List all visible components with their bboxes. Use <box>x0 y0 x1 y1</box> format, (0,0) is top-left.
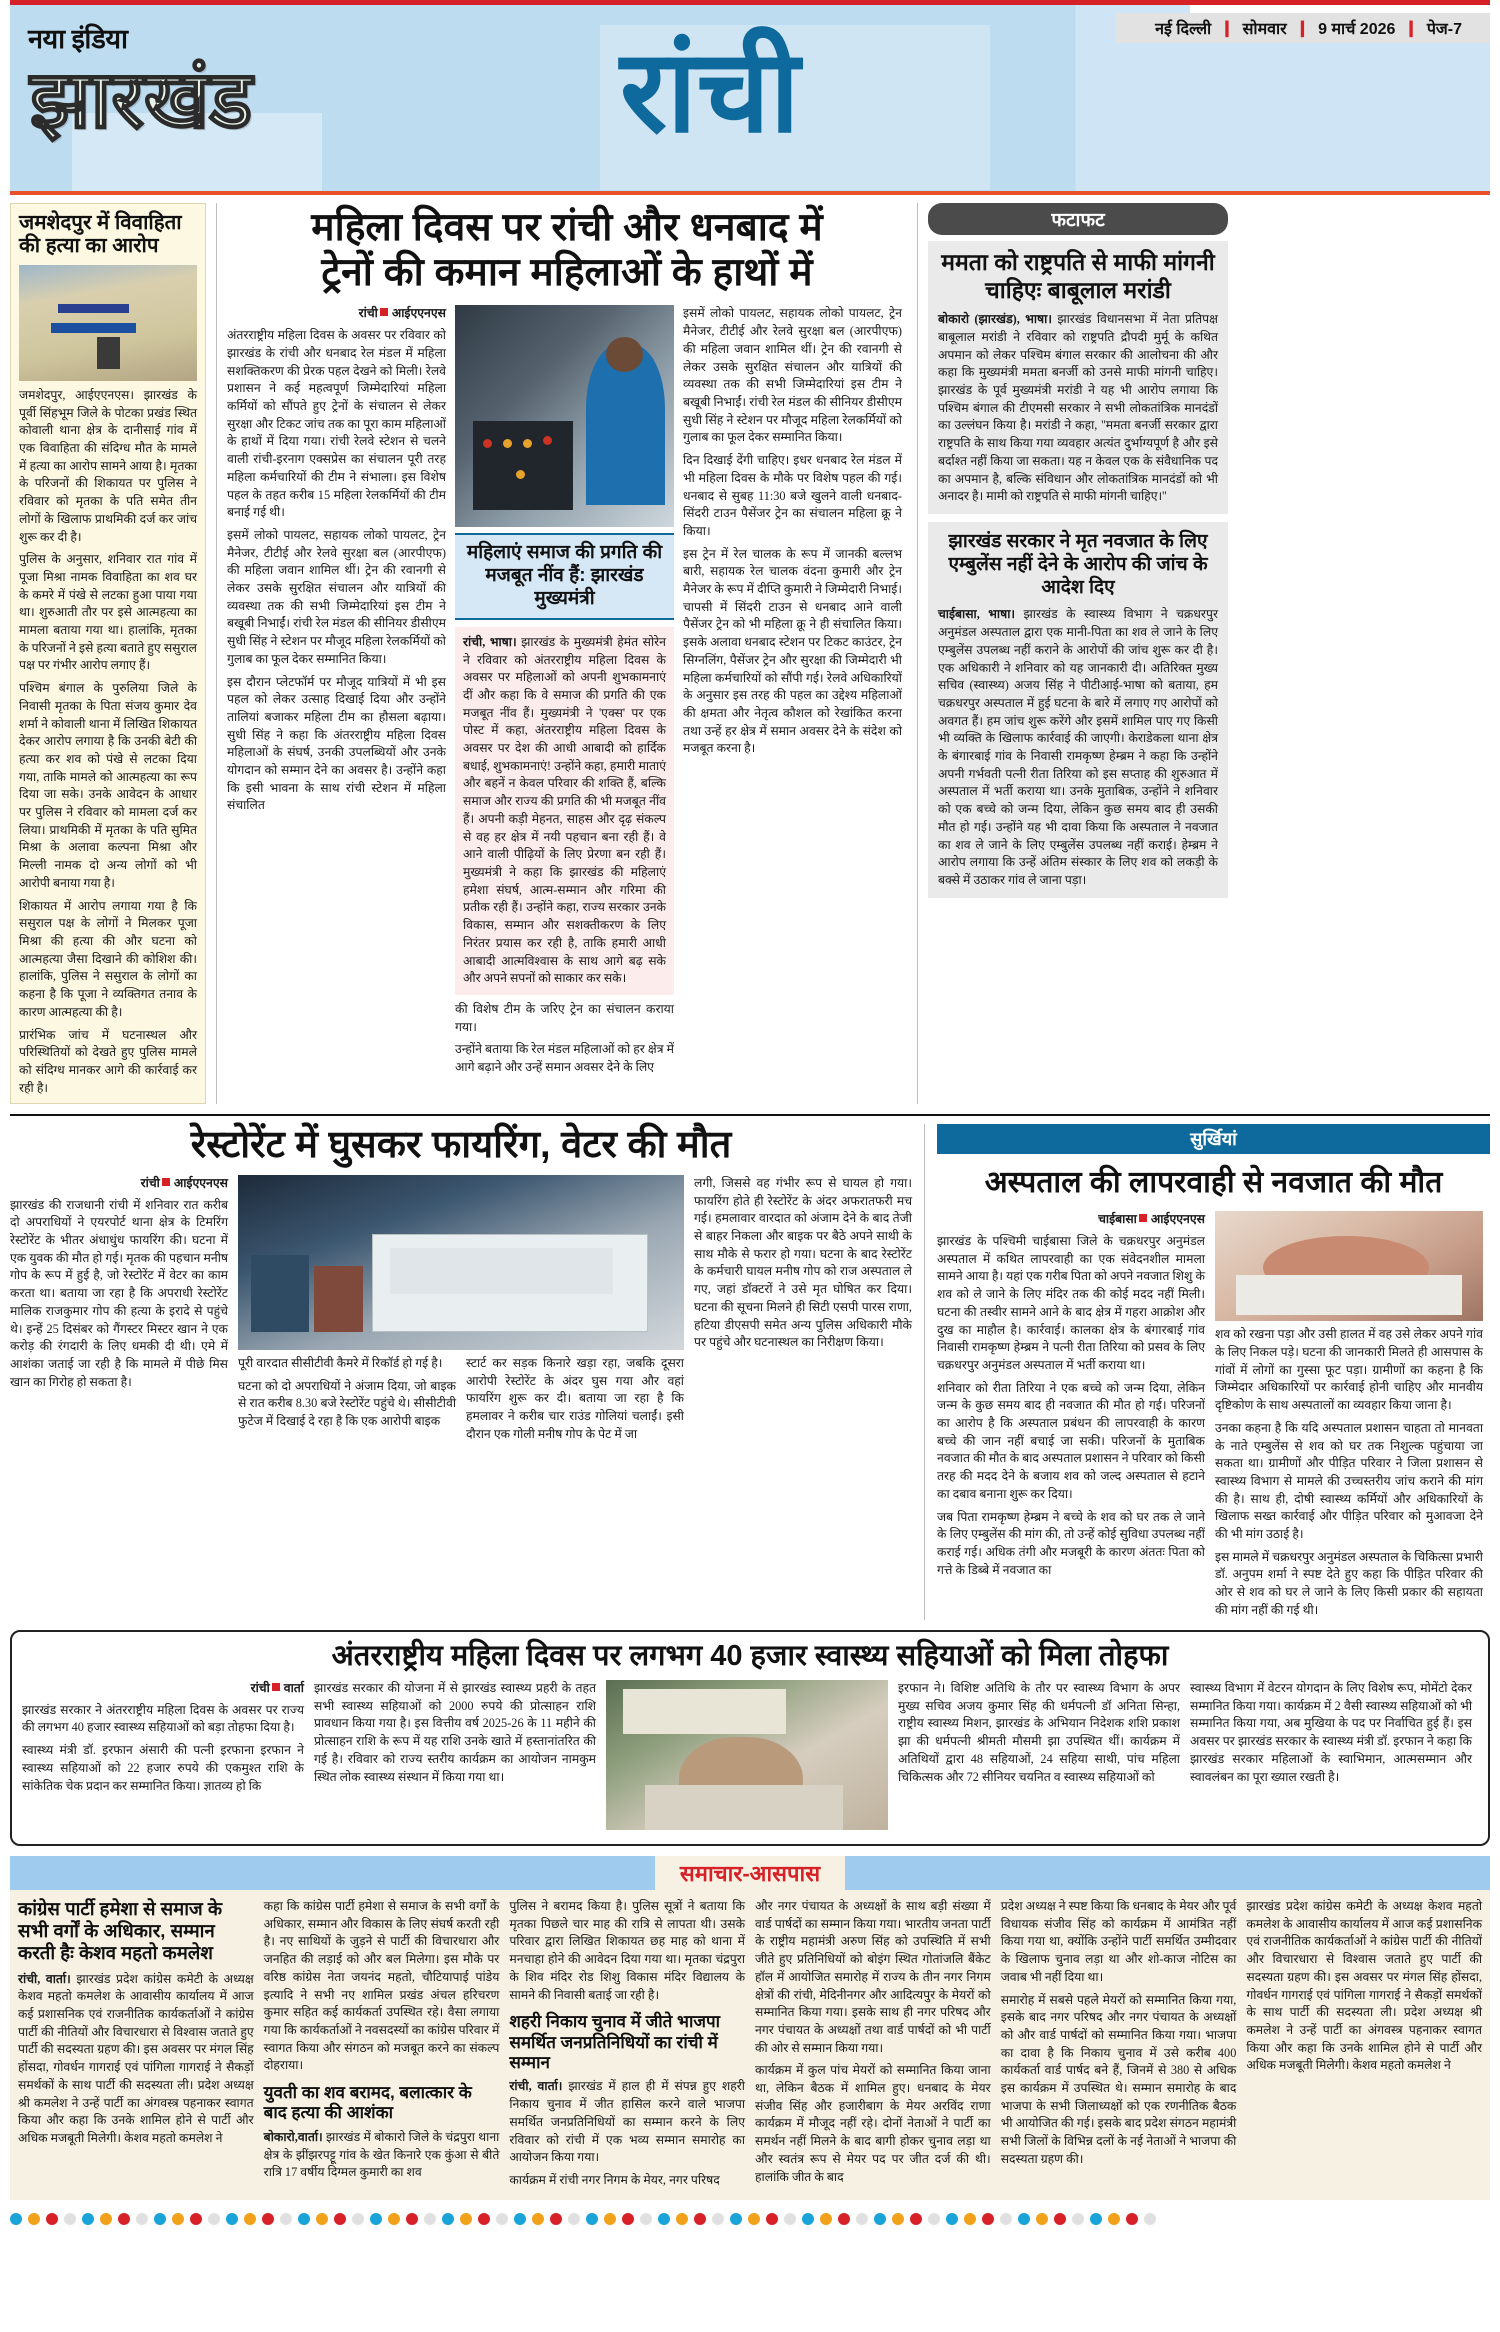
marandi-text: बोकारो (झारखंड), भाषा। झारखंड विधानसभा में नेता प्रतिपक्ष बाबूलाल मरांडी ने रविवार को राष्ट्रपति द्रौपदी मुर्मू के कथित अपमान को लेकर पश्चिम बंगाल सरकार की आलोचना की और कहा कि मुख्यमंत्री ममता बनर्जी को उनसे माफी मांगनी चाहिए। झारखंड के पूर्व मुख्यमंत्री मरांडी ने यह भी आरोप लगाया कि पश्चिम बंगाल की टीएमसी सरकार ने सभी लोकतांत्रिक मानदंडों का उल्लंघन किया है। मरांडी ने कहा, ''ममता बनर्जी सरकार द्वारा राष्ट्रपति के साथ किया गया व्यवहार अत्यंत दुर्भाग्यपूर्ण है और इसे बर्दाश्त नहीं किया जा सकता। यह न केवल एक के संवैधानिक पद का अपमान है, बल्कि संविधान और लोकतांत्रिक मानदंडों को भी अनादर है। मामी को राष्ट्रपति से माफी मांगनी चाहिए।'' <box>938 312 1218 504</box>
cm-statement-text: रांची, भाषा। झारखंड के मुख्यमंत्री हेमंत सोरेन ने रविवार को अंतरराष्ट्रीय महिला दिवस के अवसर पर महिलाओं को अपनी शुभकामनाएं दीं और कहा कि वे समाज की प्रगति की एक मजबूत नींव हैं। मुख्यमंत्री ने 'एक्स' पर एक पोस्ट में कहा, अंतरराष्ट्रीय महिला दिवस के अवसर पर देश की आधी आबादी को हार्दिक बधाई, शुभकामनाएं! उन्होंने कहा, हमारी माताएं और बहनें न केवल परिवार की शक्ति हैं, बल्कि समाज और राज्य की प्रगति की भी मजबूत नींव हैं। अपनी कड़ी मेहनत, साहस और दृढ़ संकल्प से वह हर क्षेत्र में नयी पहचान बना रही हैं। वे आने वाली पीढ़ियों के लिए प्रेरणा बन रही हैं। मुख्यमंत्री ने कहा कि झारखंड की महिलाएं हमेशा संघर्ष, आत्म-सम्मान और गरिमा की प्रतीक रही हैं। उन्होंने कहा, राज्य सरकार उनके विकास, सम्मान और सशक्तीकरण के लिए निरंतर प्रयास कर रही है, ताकि हमारी आधी आबादी आत्मविश्वास के साथ आगे बढ़ सके और अपने सपनों को साकार कर सके। <box>463 634 666 986</box>
news-around-bar <box>10 1856 1490 1890</box>
ambulance-denial-headline: झारखंड सरकार ने मृत नवजात के लिए एम्बुलेंस नहीं देने के आरोप की जांच के आदेश दिए <box>948 530 1208 599</box>
color-registration-dot <box>820 2213 832 2225</box>
restaurant-c2-p1: पूरी वारदात सीसीटीवी कैमरे में रिकॉर्ड हो गई है। <box>238 1355 443 1370</box>
restaurant-col-1 <box>10 1175 228 1444</box>
lead-dateline: रांची आईएएनएस <box>358 306 446 321</box>
color-registration-dot <box>550 2213 562 2225</box>
news-around-text-2: बोकारो,वार्ता। झारखंड में बोकारो जिले के चंद्रपुरा थाना क्षेत्र के झींझरपट्टू गांव के खेत किनारे एक कुंआ से बीते रात्रि 17 वर्षीय दिग्मल कुमारी का शव <box>263 2129 500 2180</box>
restaurant-c1-p1: झारखंड की राजधानी रांची में शनिवार रात करीब दो अपराधियों ने एयरपोर्ट थाना क्षेत्र के टिमरिंग रेस्टोरेंट के भीतर अंधाधुंध फायरिंग की। घटना में एक युवक की मौत हो गई। मृतक की पहचान मनीष गोप के रूप में हुई है, जो रेस्टोरेंट में वेटर का काम करता था। बताया जा रहा है कि अपराधी रेस्टोरेंट मालिक राजकुमार गोप की हत्या के इरादे से पहुंचे थे। इन्हें 25 दिसंबर को गैंगस्टर मिस्टर खान ने एक करोड़ की रंगदारी के लिए धमकी दी थी। एमे में आशंका जताई जा रही है कि मामले में पीछे मिस खान का गिरोह हो सकता है। <box>10 1197 228 1389</box>
color-registration-dot <box>424 2213 436 2225</box>
publisher-logo: नया इंडिया <box>28 24 128 54</box>
separator-icon: ❙ <box>1220 20 1234 37</box>
color-registration-dot <box>604 2213 616 2225</box>
color-registration-dot <box>730 2213 742 2225</box>
hospital-c1-p3: जब पिता रामकृष्ण हेम्ब्रम ने बच्चे के शव को घर तक ले जाने के लिए एम्बुलेंस की मांग की, तो उन्हें कोई सुविधा उपलब्ध नहीं कराई गई। अधिक तंगी और मजबूरी के कारण अंततः पिता को गत्ते के डिब्बे में नवजात का <box>937 1509 1205 1577</box>
color-registration-dot <box>1108 2213 1120 2225</box>
restaurant-dateline: रांची आईएएनएस <box>140 1175 228 1190</box>
jamshedpur-p2: पुलिस के अनुसार, शनिवार रात गांव में पूजा मिश्रा नामक विवाहिता का शव घर के कमरे में पंखे से लटका हुआ पाया गया था। शुरुआती तौर पर इसे आत्महत्या का मामला बताया गया था। हालांकि, मृतका के परिजनों ने इसे हत्या बताते हुए ससुराल पक्ष पर गंभीर आरोप लगाए हैं। <box>19 552 197 673</box>
color-registration-dot <box>1144 2213 1156 2225</box>
restaurant-c3-p1: स्टार्ट कर सड़क किनारे खड़ा रहा, जबकि दूसरा आरोपी रेस्टोरेंट के अंदर घुस गया और वहां फायरिंग शुरू कर दी। बताया जा रहा है कि हमलावर ने करीब चार राउंड गोलियां चलाईं। इसी दौरान एक गोली मनीष गोप के पेट में जा <box>466 1355 684 1441</box>
jamshedpur-p1: जमशेदपुर, आईएएनएस। झारखंड के पूर्वी सिंहभूम जिले के पोटका प्रखंड स्थित कोवाली थाना क्षेत्र के दानीसाई गांव में एक विवाहिता की संदिग्ध मौत के मामले में हत्या का आरोप सामने आया है। मृतका के परिजनों की शिकायत पर पुलिस ने रविवार को मृतका के पति समेत तीन लोगों के खिलाफ प्राथमिकी दर्ज कर जांच शुरू कर दी है। <box>19 387 197 544</box>
lead-col-3 <box>683 305 902 1076</box>
marandi-headline: ममता को राष्ट्रपति से माफी मांगनी चाहिएः बाबूलाल मरांडी <box>941 249 1215 303</box>
color-registration-dot <box>1018 2213 1030 2225</box>
health-col-3 <box>898 1680 1180 1834</box>
hospital-negligence-story <box>937 1124 1490 1619</box>
color-registration-dot <box>406 2213 418 2225</box>
color-registration-dot <box>64 2213 76 2225</box>
news-around-row <box>10 1890 1490 2200</box>
lead-c1-p1: अंतरराष्ट्रीय महिला दिवस के अवसर पर रविवार को झारखंड के रांची और धनबाद रेल मंडल में महिला सशक्तिकरण की प्रेरक पहल देखने को मिली। रेलवे प्रशासन ने कई महत्वपूर्ण जिम्मेदारियां महिला कर्मियों को सौंपते हुए ट्रेनों के संचालन से लेकर सुरक्षा और टिकट जांच तक का पूरा काम महिलाओं के हाथों में दिया गया। रांची रेलवे स्टेशन से चलने वाली रांची-इरनाग एक्सप्रेस का संचालन पूरी तरह महिला कर्मचारियों की टीम ने संभाला। इस विशेष पहल के तहत करीब 15 महिला रेलकर्मियों की टीम बनाई गई थी। <box>227 328 446 520</box>
news-around-headline-2: युवती का शव बरामद, बलात्कार के बाद हत्या की आशंका <box>263 2083 472 2123</box>
column-divider <box>917 203 918 1104</box>
color-registration-dot <box>802 2213 814 2225</box>
cm-quote-caption-box <box>455 533 674 619</box>
lead-c3-p1: दिन दिखाई देंगी चाहिए। इधर धनबाद रेल मंडल में भी महिला दिवस के मौके पर विशेष पहल की गई। धनबाद से सुबह 11:30 बजे खुलने वाली धनबाद-सिंदरी टाउन पैसेंजर ट्रेन का संचालन महिला क्रू ने किया। <box>683 453 902 538</box>
jamshedpur-p5: प्रारंभिक जांच में घटनास्थल और परिस्थितियों को देखते हुए पुलिस मामले को संदिग्ध मानकर आगे की कार्रवाई कर रही है। <box>19 1027 197 1095</box>
lead-c2-p1: की विशेष टीम के जरिए ट्रेन का संचालन कराया गया। <box>455 1001 674 1034</box>
health-columns <box>22 1680 1478 1834</box>
hospital-c1-p1: झारखंड के पश्चिमी चाईबासा जिले के चक्रधरपुर अनुमंडल अस्पताल में कथित लापरवाही का एक संवेदनशील मामला सामने आया है। यहां एक गरीब पिता को अपने नवजात शिशु के शव को ले जाने के लिए मंदिर तक की कोई मदद नहीं मिली। घटना की तस्वीर सामने आने के बाद क्षेत्र में गहरा आक्रोश और दुख का माहौल है। कार्रवाई। कालका क्षेत्र के बंगारबाई गांव निवासी रामकृष्ण हेम्ब्रम ने पत्नी रीता तिरिया को प्रसव के लिए चक्रधरपुर अनुमंडल अस्पताल में भर्ती कराया था। <box>937 1234 1205 1372</box>
date-bar <box>1115 13 1490 43</box>
restaurant-c2-p2: घटना को दो अपराधियों ने अंजाम दिया, जो बाइक से रात करीब 8.30 बजे रेस्टोरेंट पहुंचे थे। सीसीटीवी फुटेज में दिखाई दे रहा है कि एक आरोपी बाइक <box>238 1378 456 1428</box>
hospital-c2-p2: उनका कहना है कि यदि अस्पताल प्रशासन चाहता तो मानवता के नाते एम्बुलेंस से शव को घर तक निशुल्क पहुंचाया जा सकता था। ग्रामीणों और पीड़ित परिवार ने जिला प्रशासन से स्वास्थ्य विभाग से मामले की उच्चस्तरीय जांच कराने की मांग की है। साथ ही, दोषी स्वास्थ्य कर्मियों और अधिकारियों के खिलाफ सख्त कार्रवाई और पीड़ित परिवार को मुआवजा देने की भी मांग उठाई है। <box>1215 1420 1483 1542</box>
color-registration-dot <box>910 2213 922 2225</box>
color-registration-dot <box>658 2213 670 2225</box>
news-around-text-4-tail: कार्यक्रम में कुल पांच मेयरों को सम्मानित किया जाना था, लेकिन बैठक में शामिल हुए। धनबाद के मेयर संजीव सिंह और हजारीबाग के मेयर अरविंद राणा कार्यक्रम में मौजूद नहीं रहे। दोनों नेताओं ने पार्टी का समर्थन नहीं मिलने के बाद बागी होकर चुनाव लड़ा था और स्वतंत्र रूप से मेयर पद पर जीत दर्ज की थी। हालांकि जीत के बाद <box>755 2063 991 2184</box>
color-registration-dot <box>298 2213 310 2225</box>
health-col-4 <box>1190 1680 1472 1834</box>
news-around-item-6 <box>1246 1898 1482 2190</box>
hospital-columns <box>937 1211 1490 1619</box>
news-around-headline-1: कांग्रेस पार्टी हमेशा से समाज के सभी वर्गों के अधिकार, सम्मान करती हैः केशव महतो कमलेश <box>18 1898 223 1964</box>
health-col-1 <box>22 1680 304 1834</box>
color-registration-dot <box>748 2213 760 2225</box>
news-around-text-5-tail: समारोह में सबसे पहले मेयरों को सम्मानित किया गया, इसके बाद नगर परिषद और नगर पंचायत के अध्यक्षों को और वार्ड पार्षदों को सम्मानित किया गया। भाजपा का दावा है कि निकाय चुनाव में उसे करीब 400 कार्यकर्ता वार्ड पार्षद बने हैं, जिनमें से 380 से अधिक इस कार्यक्रम में उपस्थित थे। सम्मान समारोह के बाद भाजपा के सभी जिलाध्यक्षों को एक रणनीतिक बैठक भी आयोजित की गई। इसके बाद प्रदेश संगठन महामंत्री सभी जिलों के विभिन्न दलों के नई नेताओं ने भाजपा की सदस्यता ग्रहण की। <box>1000 1992 1237 2166</box>
news-around-text-1-cont: कहा कि कांग्रेस पार्टी हमेशा से समाज के सभी वर्गों के अधिकार, सम्मान और विकास के लिए संघर्ष करती रही है। नए साथियों के जुड़ने से पार्टी की विचारधारा और जनहित की लड़ाई को और बल मिलेगा। इस मौके पर वरिष्ठ कांग्रेस नेता जयनंद महतो, चौटियापाई पांडेय इत्यादि ने सभी नए शामिल प्रखंड अंचल हरिचरण कुमार सहित कई कार्यकर्ता उपस्थित रहे। वैसा लगाया गया कि कार्यकर्ताओं ने नवसदस्यों का कांग्रेस परिवार में स्वागत किया और संगठन को मजबूत करने का संकल्प दोहराया। <box>263 1899 500 2073</box>
news-around-text-3-tail: कार्यक्रम में रांची नगर निगम के मेयर, नगर परिषद <box>509 2172 720 2187</box>
color-registration-dot <box>964 2213 976 2225</box>
lead-c2-p2: उन्होंने बताया कि रेल मंडल महिलाओं को हर क्षेत्र में आगे बढ़ाने और उन्हें समान अवसर देने के लिए <box>455 1042 674 1075</box>
health-c2-p1: झारखंड सरकार की योजना में से झारखंड स्वास्थ्य प्रहरी के तहत सभी स्वास्थ्य सहियाओं को 2000 रुपये की प्रोत्साहन राशि प्रावधान किया गया है। इस वित्तीय वर्ष 2025-26 के 11 महीने की प्रोत्साहन राशि के रूप में यह राशि उनके खाते में हस्तानांतरित की गई है। रविवार को राज्य स्तरीय कार्यक्रम का आयोजन नामकुम स्थित लोक स्वास्थ्य संस्थान में किया गया था। <box>314 1681 596 1784</box>
hospital-c2-p3: इस मामले में चक्रधरपुर अनुमंडल अस्पताल के चिकित्सा प्रभारी डॉ. अनुपम शर्मा ने स्पष्ट देते हुए कहा कि पीड़ित परिवार की ओर से शव को घर ले जाने के लिए किसी प्रकार की सहायता की मांग नहीं की गई थी। <box>1215 1549 1483 1617</box>
headlines-badge: सुर्खियां <box>937 1124 1490 1154</box>
masthead <box>10 5 1490 195</box>
color-registration-dot <box>460 2213 472 2225</box>
ambulance-denial-story <box>928 522 1228 898</box>
lead-c1-p3: इस दौरान प्लेटफॉर्म पर मौजूद यात्रियों में भी इस पहल को लेकर उत्साह दिखाई दिया और उन्होंने तालियां बजाकर महिला टीम का हौसला बढ़ाया। सुधी सिंह ने कहा कि अंतरराष्ट्रीय महिला दिवस महिलाओं के संघर्ष, उनकी उपलब्धियों और उनके योगदान को सम्मान देने का अवसर है। उन्होंने कहा कि इसी भावना के साथ रांची स्टेशन में महिला संचालित <box>227 674 446 813</box>
color-registration-dot <box>370 2213 382 2225</box>
news-around-text-2-cont: पुलिस ने बरामद किया है। पुलिस सूत्रों ने बताया कि मृतका पिछले चार माह की रात्रि से लापता थी। उसके परिवार द्वारा लिखित शिकायत छह माह को थाना में मनचाहा होने की आवेदन दिया गया था। मृतका चंद्रपुरा के शिव मंदिर रोड शिशु विकास मंदिर विद्यालय के सामने की निवासी बताई जा रही है। <box>509 1899 746 2002</box>
color-registration-dot <box>1072 2213 1084 2225</box>
color-registration-dot <box>316 2213 328 2225</box>
top-content-row <box>10 195 1490 1104</box>
restaurant-headline: रेस्टोरेंट में घुसकर फायरिंग, वेटर की मौत <box>190 1124 732 1167</box>
color-registration-dot <box>118 2213 130 2225</box>
color-registration-dot <box>694 2213 706 2225</box>
jamshedpur-p3: पश्चिम बंगाल के पुरुलिया जिले के निवासी मृतका के पिता संजय कुमार देव शर्मा ने कोवाली थाना में लिखित शिकायत देकर आरोप लगाया है कि उनकी बेटी की हत्या कर शव को पंखे से लटका दिया गया, ताकि मामले को आत्महत्या का रूप दिया जा सके। उनके आवेदन के आधार पर पुलिस ने रविवार को मामला दर्ज कर लिया। प्राथमिकी में मृतका के पति सुमित मिश्रा के अलावा कल्पना मिश्रा और मिल्ली नामक दो अन्य लोगों को भी आरोपी बनाया गया है। <box>19 681 197 890</box>
color-registration-dot <box>262 2213 274 2225</box>
police-station-photo <box>19 265 197 381</box>
loco-cab-women-crew-photo <box>455 305 674 527</box>
brand-title: झारखंड <box>30 55 253 144</box>
news-around-title: समाचार-आसपास <box>655 1856 845 1890</box>
color-registration-dot <box>712 2213 724 2225</box>
jamshedpur-headline: जमशेदपुर में विवाहिता की हत्या का आरोप <box>19 211 182 257</box>
red-square-icon <box>272 1683 280 1691</box>
restaurant-columns <box>10 1175 912 1444</box>
color-registration-dot <box>244 2213 256 2225</box>
color-registration-dot <box>46 2213 58 2225</box>
edition-day: सोमवार <box>1242 21 1287 38</box>
quick-news-column <box>928 203 1228 1104</box>
news-around-text-4: और नगर पंचायत के अध्यक्षों के साथ बड़ी संख्या में वार्ड पार्षदों का सम्मान किया गया। भारतीय जनता पार्टी के राष्ट्रीय महामंत्री अरुण सिंह को उपस्थिति में सभी जीते हुए प्रतिनिधियों को बोइंग स्थित गोतांजलि बैंकेट हॉल में आयोजित समारोह में राज्य के तीन नगर निगम क्षेत्रों की रांची, मेदिनीनगर और आदित्यपुर के मेयरों को सम्मानित किया गया। इसके साथ ही नगर परिषद और नगर पंचायत के अध्यक्षों तथा वार्ड पार्षदों को भी पार्टी की ओर से सम्मान किया गया। <box>755 1899 991 2055</box>
restaurant-firing-story <box>10 1124 912 1619</box>
hospital-c2-p1: शव को रखना पड़ा और उसी हालत में वह उसे लेकर अपने गांव के लिए निकल पड़े। घटना की जानकारी मिलते ही आसपास के गांवों में लोगों का गुस्सा फूट पड़ा। ग्रामीणों का कहना है कि जिम्मेदार अधिकारियों पर कार्रवाई होनी चाहिए और मानवीय दृष्टिकोण के साथ अस्पतालों का व्यवहार किया जाना है। <box>1215 1327 1483 1413</box>
column-divider <box>924 1124 925 1619</box>
lead-col-1 <box>227 305 446 1076</box>
lead-story <box>227 203 907 1104</box>
restaurant-col-4 <box>694 1175 912 1444</box>
color-registration-dot <box>226 2213 238 2225</box>
color-registration-dot <box>856 2213 868 2225</box>
color-registration-dot <box>874 2213 886 2225</box>
news-around-item-2 <box>264 1898 500 2190</box>
color-registration-dot <box>478 2213 490 2225</box>
hospital-col-1 <box>937 1211 1205 1619</box>
news-around-text-3: रांची, वार्ता। झारखंड में हाल ही में संपन्न हुए शहरी निकाय चुनाव में जीत हासिल करने वाले भाजपा समर्थित जनप्रतिनिधियों का सम्मान करने के लिए रविवार को रांची में एक भव्य सम्मान समारोह का आयोजन किया गया। <box>509 2079 746 2165</box>
ambulance-denial-text: चाईबासा, भाषा। झारखंड के स्वास्थ्य विभाग ने चक्रधरपुर अनुमंडल अस्पताल द्वारा एक मानी-पिता का शव ले जाने के लिए एम्बुलेंस उपलब्ध नहीं कराने के आरोपों की जांच शुरू कर दी है। एक अधिकारी ने शनिवार को यह जानकारी दी। अतिरिक्त मुख्य सचिव (स्वास्थ्य) अजय सिंह ने पीटीआई-भाषा को बताया, हम चक्रधरपुर अस्पताल में हुई घटना के बारे में लगाए गए आरोपों को अवगत हैं। हम जांच शुरू करेंगे और इसमें शामिल पाए गए किसी भी व्यक्ति के खिलाफ कार्रवाई की जाएगी। केराडेकला थाना क्षेत्र के बंगारबाई गांव के निवासी रामकृष्ण हेम्ब्रम ने कहा कि उन्होंने अपनी गर्भवती पत्नी रीता तिरिया को इस सप्ताह की शुरुआत में अस्पताल में भर्ती कराया था। उनके मुताबिक, उन्होंने ने शनिवार को एक बच्चे को जन्म दिया, लेकिन कुछ समय बाद ही उसकी मौत हो गई। उन्होंने यह भी दावा किया कि अस्पताल ने नवजात का शव ले जाने के लिए एम्बुलेंस उपलब्ध नहीं कराई। हेम्ब्रम ने आरोप लगाया कि उन्हें अंतिम संस्कार के लिए शव को लकड़ी के बक्से में उठाकर गांव ले जाना पड़ा। <box>938 607 1218 887</box>
news-around-headline-3: शहरी निकाय चुनाव में जीते भाजपा समर्थित जनप्रतिनिधियों का रांची में सम्मान <box>509 2012 721 2073</box>
separator-icon: ❙ <box>1295 20 1310 37</box>
health-sahiya-story <box>10 1630 1490 1846</box>
color-registration-dot <box>190 2213 202 2225</box>
color-registration-dot <box>352 2213 364 2225</box>
health-col-2 <box>314 1680 596 1834</box>
color-registration-dot <box>928 2213 940 2225</box>
lead-columns <box>227 305 907 1076</box>
color-registration-dot <box>946 2213 958 2225</box>
color-registration-dot <box>388 2213 400 2225</box>
health-c1-p2: स्वास्थ्य मंत्री डॉ. इरफान अंसारी की पत्नी इरफाना इरफान ने स्वास्थ्य सहियाओं को 22 हजार रुपये की एकमुश्त राशि के सांकेतिक चेक प्रदान कर सम्मानित किया। ज्ञातव्य हो कि <box>22 1743 304 1793</box>
color-registration-dot <box>208 2213 220 2225</box>
lead-headline <box>227 203 907 305</box>
red-square-icon <box>162 1178 170 1186</box>
news-around-text-6: झारखंड प्रदेश कांग्रेस कमेटी के अध्यक्ष केशव महतो कमलेश के आवासीय कार्यालय में आज कई प्रशासनिक एवं राजनीतिक कार्यकर्ताओं ने कांग्रेस पार्टी की नीतियों और विचारधारा से विश्वास जताते हुए पार्टी की सदस्यता ग्रहण की। इस अवसर पर मंगल सिंह होंसदा, गोवर्धन गागराई एवं पांगिला गागराई ने सैकड़ों समर्थकों के साथ पार्टी की सदस्यता ली। प्रदेश अध्यक्ष श्री कमलेश ने उन्हें पार्टी का अंगवस्त्र पहनाकर स्वागत किया और कहा कि उनके शामिल होने से पार्टी और अधिक मजबूती मिलेगी। केशव महतो कमलेश ने <box>1246 1899 1483 2073</box>
color-registration-dot <box>136 2213 148 2225</box>
health-dateline: रांची वार्ता <box>250 1681 304 1696</box>
color-registration-dot <box>82 2213 94 2225</box>
health-headline: अंतरराष्ट्रीय महिला दिवस पर लगभग 40 हजार स्वास्थ्य सहियाओं को मिला तोहफा <box>331 1639 1169 1672</box>
health-c1-p1: झारखंड सरकार ने अंतरराष्ट्रीय महिला दिवस के अवसर पर राज्य की लगभग 40 हजार स्वास्थ्य सहियाओं को बड़ा तोहफा दिया है। <box>22 1702 304 1735</box>
color-registration-dot <box>100 2213 112 2225</box>
lead-c3-p2: इस ट्रेन में रेल चालक के रूप में जानकी बल्लभ बारी, सहायक रेल चालक वंदना कुमारी और ट्रेन मैनेजर के रूप में दीप्ति कुमारी ने जिम्मेदारी निभाई। चापसी में सिंदरी टाउन से धनबाद आने वाली पैसेंजर ट्रेन को भी महिला क्रू ने ही संचालित किया। इसके अलावा धनबाद स्टेशन पर टिकट काउंटर, ट्रेन सिग्नलिंग, पैसेंजर ट्रेन और सुरक्षा की जिम्मेदारी भी महिला कर्मचारियों को सौंपी गई। रेलवे अधिकारियों के अनुसार इस तरह की पहल का उद्देश्य महिलाओं की क्षमता और नेतृत्व कौशल को रेखांकित करना तथा उन्हें हर क्षेत्र में समान अवसर देने के संदेश को मजबूत करना है। <box>683 546 902 756</box>
separator-icon: ❙ <box>1404 20 1418 37</box>
color-registration-dot <box>622 2213 634 2225</box>
hospital-dateline: चाईबासा आईएएनएस <box>1098 1212 1205 1227</box>
color-registration-dot <box>1090 2213 1102 2225</box>
health-c4-p1: स्वास्थ्य विभाग में वेटरन योगदान के लिए विशेष रूप, मोमेंटो देकर सम्मानित किया गया। कार्यक्रम में 2 वैसी स्वास्थ्य सहियाओं को भी सम्मानित किया गया, अब मुखिया के पद पर निर्वाचित हुई हैं। इस अवसर पर झारखंड सरकार के स्वास्थ्य मंत्री डॉ. इरफान ने कहा कि झारखंड सरकार महिलाओं के स्वाभिमान, आत्मसम्मान और स्वावलंबन का पूरा ख्याल रखती है। <box>1190 1681 1472 1784</box>
news-around-item-4 <box>755 1898 991 2190</box>
health-c3-p1: इरफान ने। विशिष्ट अतिथि के तौर पर स्वास्थ्य विभाग के अपर मुख्य सचिव अजय कुमार सिंह की धर्मपत्नी डॉ अनिता सिन्हा, राष्ट्रीय स्वास्थ्य मिशन, झारखंड के अभियान निदेशक शशि प्रकाश झा की धर्मपत्नी श्रीमती मौसमी झा उपस्थित थीं। कार्यक्रम में अतिथियों द्वारा 48 सहियाओं, 24 सहिया साथी, पांच महिला चिकित्सक और 72 सीनियर चयनित व स्वास्थ्य सहियाओं को <box>898 1681 1180 1784</box>
color-registration-dot <box>568 2213 580 2225</box>
page-number: पेज-7 <box>1426 21 1462 38</box>
edition-title: रांची <box>620 28 800 156</box>
jamshedpur-story <box>10 203 206 1104</box>
news-around-item-1 <box>18 1898 254 2190</box>
lead-headline-line2: ट्रेनों की कमान महिलाओं के हाथों में <box>321 251 813 295</box>
restaurant-c4-p1: लगी, जिससे वह गंभीर रूप से घायल हो गया। फायरिंग होते ही रेस्टोरेंट के अंदर अफरातफरी मच गई। हमलावार वारदात को अंजाम देने के बाद तेजी से बाहर निकला और बाइक पर बैठे अपने साथी के साथ मौके से फरार हो गया। घटना के बाद रेस्टोरेंट के कर्मचारी घायल मनीष गोप को राज अस्पताल ले गए, जहां डॉक्टरों ने उसे मृत घोषित कर दिया। घटना की सूचना मिलने ही सिटी एसपी पारस राणा, हटिया डीएसपी समेत अन्य पुलिस अधिकारी मौके पर पहुंचे और घटनास्थल का निरीक्षण किया। <box>694 1175 912 1350</box>
cm-statement-box <box>455 627 674 995</box>
edition-date: 9 मार्च 2026 <box>1318 21 1396 38</box>
color-registration-dot <box>496 2213 508 2225</box>
lead-col-2 <box>455 305 674 1076</box>
news-around-text-1: रांची, वार्ता। झारखंड प्रदेश कांग्रेस कमेटी के अध्यक्ष केशव महतो कमलेश के आवासीय कार्यालय में आज कई प्रशासनिक एवं राजनीतिक कार्यकर्ताओं ने कांग्रेस पार्टी की नीतियों और विचारधारा से विश्वास जताते हुए पार्टी की सदस्यता ग्रहण की। इस अवसर पर मंगल सिंह होंसदा, गोवर्धन गागराई एवं पांगिला गागराई ने सैकड़ों समर्थकों के साथ पार्टी की सदस्यता ली। प्रदेश अध्यक्ष श्री कमलेश ने उन्हें पार्टी का अंगवस्त्र पहनाकर स्वागत किया और कहा कि उनके शामिल होने से पार्टी और अधिक मजबूती मिलेगी। केशव महतो कमलेश ने <box>18 1971 254 2145</box>
lead-c3-p0: इसमें लोको पायलट, सहायक लोको पायलट, ट्रेन मैनेजर, टीटीई और रेलवे सुरक्षा बल (आरपीएफ) की महिला जवान शामिल थीं। ट्रेन की रवानगी से लेकर उसके सुरक्षित संचालन और यात्रियों की व्यवस्था तक की सभी जिम्मेदारियां इस टीम ने बखूबी निभाईं। रांची रेल मंडल की सीनियर डीसीएम सुधी सिंह ने स्टेशन पर मौजूद महिला रेलकर्मियों को गुलाब का फूल देकर सम्मानित किया। <box>683 306 902 445</box>
hospital-c1-p2: शनिवार को रीता तिरिया ने एक बच्चे को जन्म दिया, लेकिन जन्म के कुछ समय बाद ही नवजात की मौत हो गई। परिजनों का आरोप है कि अस्पताल प्रबंधन की लापरवाही के कारण बच्चे की जान नहीं बचाई जा सकी। परिजनों के मुताबिक नवजात की मौत के बाद अस्पताल प्रशासन ने परिवार को किसी तरह की मदद देने के बजाय शव को जल्द अस्पताल से हटाने का दबाव बनाना शुरू कर दिया। <box>937 1380 1205 1501</box>
restaurant-photo-col <box>238 1175 684 1444</box>
registration-dots <box>10 2208 1490 2230</box>
column-divider <box>216 203 217 1104</box>
red-square-icon <box>380 308 388 316</box>
second-content-row <box>10 1114 1490 1619</box>
edition-place: नई दिल्ली <box>1155 21 1212 38</box>
color-registration-dot <box>514 2213 526 2225</box>
lead-headline-line1: महिला दिवस पर रांची और धनबाद में <box>311 206 823 249</box>
color-registration-dot <box>676 2213 688 2225</box>
color-registration-dot <box>1126 2213 1138 2225</box>
color-registration-dot <box>586 2213 598 2225</box>
color-registration-dot <box>172 2213 184 2225</box>
color-registration-dot <box>28 2213 40 2225</box>
red-square-icon <box>1139 1214 1147 1222</box>
color-registration-dot <box>334 2213 346 2225</box>
color-registration-dot <box>838 2213 850 2225</box>
lead-c1-p2: इसमें लोको पायलट, सहायक लोको पायलट, ट्रेन मैनेजर, टीटीई और रेलवे सुरक्षा बल (आरपीएफ) की महिला जवान शामिल थीं। ट्रेन की रवानगी से लेकर उसके सुरक्षित संचालन और यात्रियों की व्यवस्था तक की सभी जिम्मेदारियां इस टीम ने बखूबी निभाईं। रांची रेल मंडल की सीनियर डीसीएम सुधी सिंह ने स्टेशन पर मौजूद महिला रेलकर्मियों को गुलाब का फूल देकर सम्मानित किया। <box>227 527 446 666</box>
minister-speaking-photo <box>606 1680 888 1830</box>
hospital-col-2 <box>1215 1211 1483 1619</box>
color-registration-dot <box>1054 2213 1066 2225</box>
jamshedpur-p4: शिकायत में आरोप लगाया गया है कि ससुराल पक्ष के लोगों ने मिलकर पूजा मिश्रा की हत्या की और घटना को आत्महत्या जैसा दिखाने की कोशिश की। हालांकि, पुलिस ने ससुराल के लोगों का कहना है कि पूजा ने व्यक्तिगत तनाव के कारण आत्महत्या की है। <box>19 898 197 1019</box>
health-photo-col <box>606 1680 888 1834</box>
color-registration-dot <box>1000 2213 1012 2225</box>
color-registration-dot <box>766 2213 778 2225</box>
color-registration-dot <box>1036 2213 1048 2225</box>
color-registration-dot <box>532 2213 544 2225</box>
color-registration-dot <box>10 2213 22 2225</box>
color-registration-dot <box>982 2213 994 2225</box>
hospital-headline: अस्पताल की लापरवाही से नवजात की मौत <box>984 1166 1443 1200</box>
color-registration-dot <box>154 2213 166 2225</box>
newborn-baby-photo <box>1215 1211 1483 1321</box>
color-registration-dot <box>442 2213 454 2225</box>
color-registration-dot <box>892 2213 904 2225</box>
news-around-item-5 <box>1001 1898 1237 2190</box>
quick-news-badge: फटाफट <box>928 203 1228 235</box>
news-around-item-3 <box>509 1898 745 2190</box>
color-registration-dot <box>784 2213 796 2225</box>
marandi-story <box>928 241 1228 514</box>
color-registration-dot <box>280 2213 292 2225</box>
cm-quote-text: महिलाएं समाज की प्रगति की मजबूत नींव हैं: झारखंड मुख्यमंत्री <box>466 542 663 610</box>
color-registration-dot <box>640 2213 652 2225</box>
ambulance-crime-scene-photo <box>238 1175 684 1350</box>
news-around-text-5: प्रदेश अध्यक्ष ने स्पष्ट किया कि धनबाद के मेयर और पूर्व विधायक संजीव सिंह को कार्यक्रम में आमंत्रित नहीं किया गया था, क्योंकि उन्होंने पार्टी समर्थित उम्मीदवार के खिलाफ चुनाव लड़ा था और शो-काज नोटिस का जवाब भी नहीं दिया था। <box>1000 1899 1237 1984</box>
